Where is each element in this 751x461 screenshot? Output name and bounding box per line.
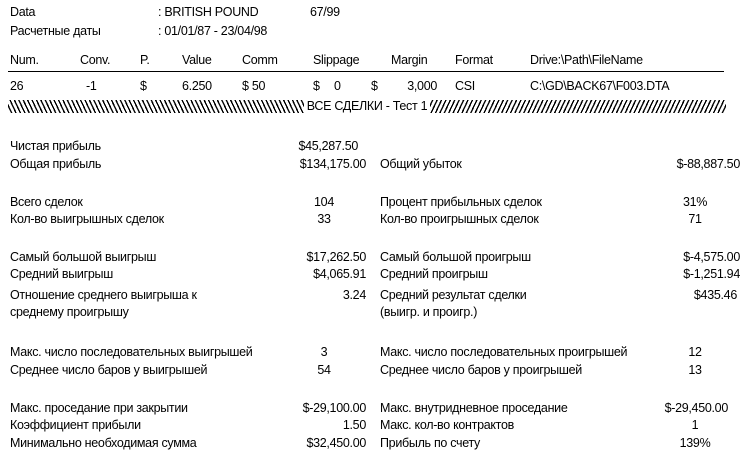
max-consec-wins-label: Макс. число последовательных выигрышей [10,345,253,359]
row-path: C:\GD\BACK67\F003.DTA [530,79,670,93]
net-profit-value: $45,287.50 [298,139,358,153]
avg-trade-value: $435.46 [693,288,737,302]
losing-trades-label: Кол-во проигрышных сделок [380,212,539,226]
avg-win-label: Средний выигрыш [10,267,113,281]
max-consec-losses-value: 12 [688,345,702,359]
col-value-header: Value [182,53,212,67]
losing-trades-value: 71 [688,212,702,226]
row-num: 26 [10,79,24,93]
largest-loss-label: Самый большой проигрыш [380,250,531,264]
data-code: 67/99 [310,5,340,19]
profit-factor-value: 1.50 [342,418,366,432]
row-slippage-value: 0 [334,79,341,93]
col-slippage-header: Slippage [313,53,360,67]
col-path-header: Drive:\Path\FileName [530,53,643,67]
min-account-label: Минимально необходимая сумма [10,436,197,450]
table-header-divider [8,71,724,72]
total-trades-value: 104 [314,195,334,209]
row-comm: $ 50 [242,79,266,93]
col-conv-header: Conv. [80,53,111,67]
row-value: 6.250 [182,79,212,93]
max-contracts-label: Макс. кол-во контрактов [380,418,514,432]
row-format: CSI [455,79,475,93]
avg-bars-loss-label: Среднее число баров у проигрышей [380,363,582,377]
col-margin-header: Margin [391,53,428,67]
avg-win-value: $4,065.91 [313,267,366,281]
winning-trades-value: 33 [317,212,331,226]
avg-bars-loss-value: 13 [688,363,702,377]
largest-win-label: Самый большой выигрыш [10,250,157,264]
max-close-dd-value: $-29,100.00 [302,401,366,415]
data-value: : BRITISH POUND [158,5,259,19]
max-intraday-dd-value: $-29,450.00 [664,401,728,415]
pct-profitable-value: 31% [682,195,708,209]
winning-trades-label: Кол-во выигрышных сделок [10,212,164,226]
dates-label: Расчетные даты [10,24,101,38]
largest-loss-value: $-4,575.00 [683,250,740,264]
profit-factor-label: Коэффициент прибыли [10,418,141,432]
avg-loss-value: $-1,251.94 [683,267,740,281]
col-num-header: Num. [10,53,39,67]
avg-trade-label-line2: (выигр. и проигр.) [380,305,478,319]
ratio-value: 3.24 [342,288,366,302]
avg-bars-win-value: 54 [317,363,331,377]
net-profit-label: Чистая прибыль [10,139,101,153]
ratio-label-line1: Отношение среднего выигрыша к [10,288,197,302]
banner-hatch-right [430,100,726,113]
gross-loss-label: Общий убыток [380,157,462,171]
avg-loss-label: Средний проигрыш [380,267,488,281]
banner-title: ВСЕ СДЕЛКИ - Тест 1 [306,99,428,113]
row-margin-value: 3,000 [407,79,437,93]
gross-profit-label: Общая прибыль [10,157,102,171]
avg-bars-win-label: Среднее число баров у выигрышей [10,363,208,377]
max-consec-losses-label: Макс. число последовательных проигрышей [380,345,628,359]
col-format-header: Format [455,53,493,67]
max-contracts-value: 1 [691,418,699,432]
row-p: $ [140,79,147,93]
max-close-dd-label: Макс. проседание при закрытии [10,401,188,415]
dates-value: : 01/01/87 - 23/04/98 [158,24,268,38]
col-p-header: P. [140,53,150,67]
return-on-account-value: 139% [679,436,711,450]
banner-hatch-left [8,100,304,113]
col-comm-header: Comm [242,53,278,67]
data-label: Data [10,5,36,19]
total-trades-label: Всего сделок [10,195,83,209]
return-on-account-label: Прибыль по счету [380,436,481,450]
max-consec-wins-value: 3 [320,345,328,359]
pct-profitable-label: Процент прибыльных сделок [380,195,542,209]
section-banner [8,99,726,113]
ratio-label-line2: среднему проигрышу [10,305,129,319]
max-intraday-dd-label: Макс. внутридневное проседание [380,401,568,415]
min-account-value: $32,450.00 [306,436,366,450]
avg-trade-label-line1: Средний результат сделки [380,288,527,302]
gross-loss-value: $-88,887.50 [676,157,740,171]
row-conv: -1 [86,79,97,93]
row-margin-currency: $ [371,79,378,93]
largest-win-value: $17,262.50 [306,250,366,264]
row-slippage-currency: $ [313,79,320,93]
gross-profit-value: $134,175.00 [299,157,366,171]
